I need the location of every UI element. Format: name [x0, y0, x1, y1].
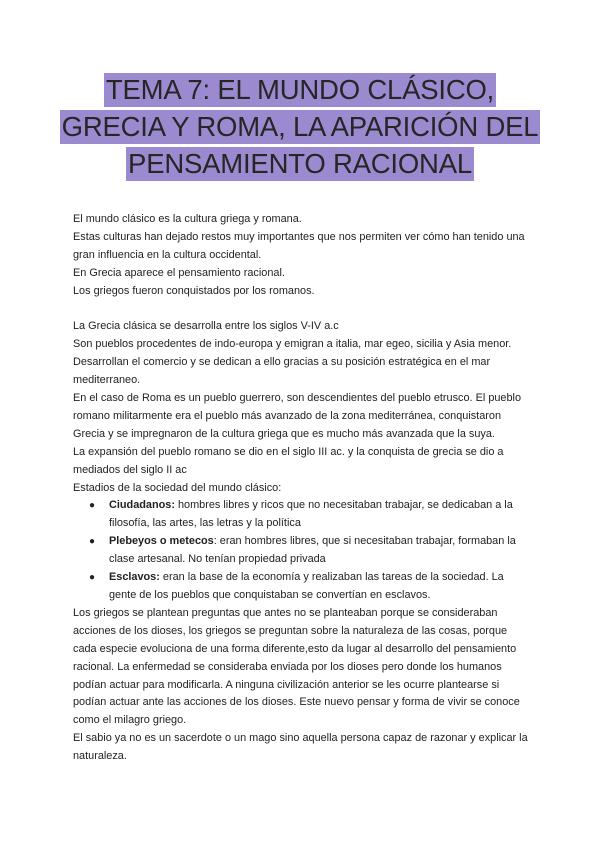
document-body	[73, 211, 533, 766]
title-line-text: GRECIA Y ROMA, LA APARICIÓN DEL	[61, 111, 539, 142]
blank-line	[73, 301, 533, 319]
paragraph: Son pueblos procedentes de indo-europa y emigran a italia, mar egeo, sicilia y Asia menor.	[73, 338, 512, 351]
title-line	[0, 108, 600, 145]
estadios-list	[73, 497, 533, 604]
bullet-icon: ●	[89, 536, 96, 548]
title-line	[0, 145, 600, 182]
paragraph: El mundo clásico es la cultura griega y romana.	[73, 213, 302, 225]
list-item-term: Ciudadanos:	[109, 499, 175, 512]
list-item-text: : eran hombres libres, que si necesitaban trabajar, formaban la clase artesanal. No tenían propiedad privada	[109, 535, 516, 566]
title-line	[0, 71, 600, 108]
list-item-text: eran la base de la economía y realizaban las tareas de la sociedad. La gente de los pueblos que conquistaban se convertían en esclavos.	[109, 571, 504, 602]
list-item-term: Esclavos:	[109, 571, 160, 584]
paragraph: En Grecia aparece el pensamiento racional.	[73, 266, 285, 279]
paragraph: Desarrollan el comercio y se dedican a ello gracias a su posición estratégica en el mar mediterraneo.	[73, 356, 491, 387]
paragraph: Estas culturas han dejado restos muy importantes que nos permiten ver cómo han tenido una gran influencia en la cultura occidental.	[73, 230, 525, 261]
bullet-icon: ●	[89, 572, 96, 584]
page-title	[0, 71, 600, 182]
paragraph: El sabio ya no es un sacerdote o un mago sino aquella persona capaz de razonar y explicar la naturaleza.	[73, 732, 528, 763]
paragraph: Estadios de la sociedad del mundo clásico:	[73, 481, 282, 494]
list-item	[73, 533, 533, 569]
paragraph: Los griegos se plantean preguntas que antes no se planteaban porque se consideraban acciones de los dioses, los griegos se preguntan sobre la naturaleza de las cosas, porque cada especie evoluciona de una forma diferente,esto da lugar al desarrollo del pensamiento racional. La enfermedad se consideraba enviada por los dioses pero donde los humanos podían actuar para modificarla. A ninguna civilización anterior se les ocurre plantearse si podían actuar ante las acciones de los dioses. Este nuevo pensar y forma de vivir se conoce como el milagro griego.	[73, 606, 520, 727]
paragraph: En el caso de Roma es un pueblo guerrero, son descendientes del pueblo etrusco. El pueblo romano militarmente era el pueblo más avanzado de la zona mediterránea, conquistaron Grecia y se impregnaron de la cultura griega que es mucho más avanzada que la suya.	[73, 392, 522, 440]
list-item-text: hombres libres y ricos que no necesitaban trabajar, se dedicaban a la filosofía, las artes, las letras y la política	[109, 499, 513, 530]
list-item	[73, 569, 533, 605]
title-line-text: TEMA 7: EL MUNDO CLÁSICO,	[105, 74, 495, 105]
paragraph: La expansión del pueblo romano se dio en el siglo III ac. y la conquista de grecia se dio a mediados del siglo II ac	[73, 445, 504, 476]
list-item-term: Plebeyos o metecos	[109, 535, 214, 548]
bullet-icon: ●	[89, 500, 96, 512]
list-item	[73, 497, 533, 533]
paragraph: La Grecia clásica se desarrolla entre los siglos V-IV a.c	[73, 320, 339, 333]
title-line-text: PENSAMIENTO RACIONAL	[128, 148, 472, 179]
paragraph: Los griegos fueron conquistados por los romanos.	[73, 284, 315, 297]
